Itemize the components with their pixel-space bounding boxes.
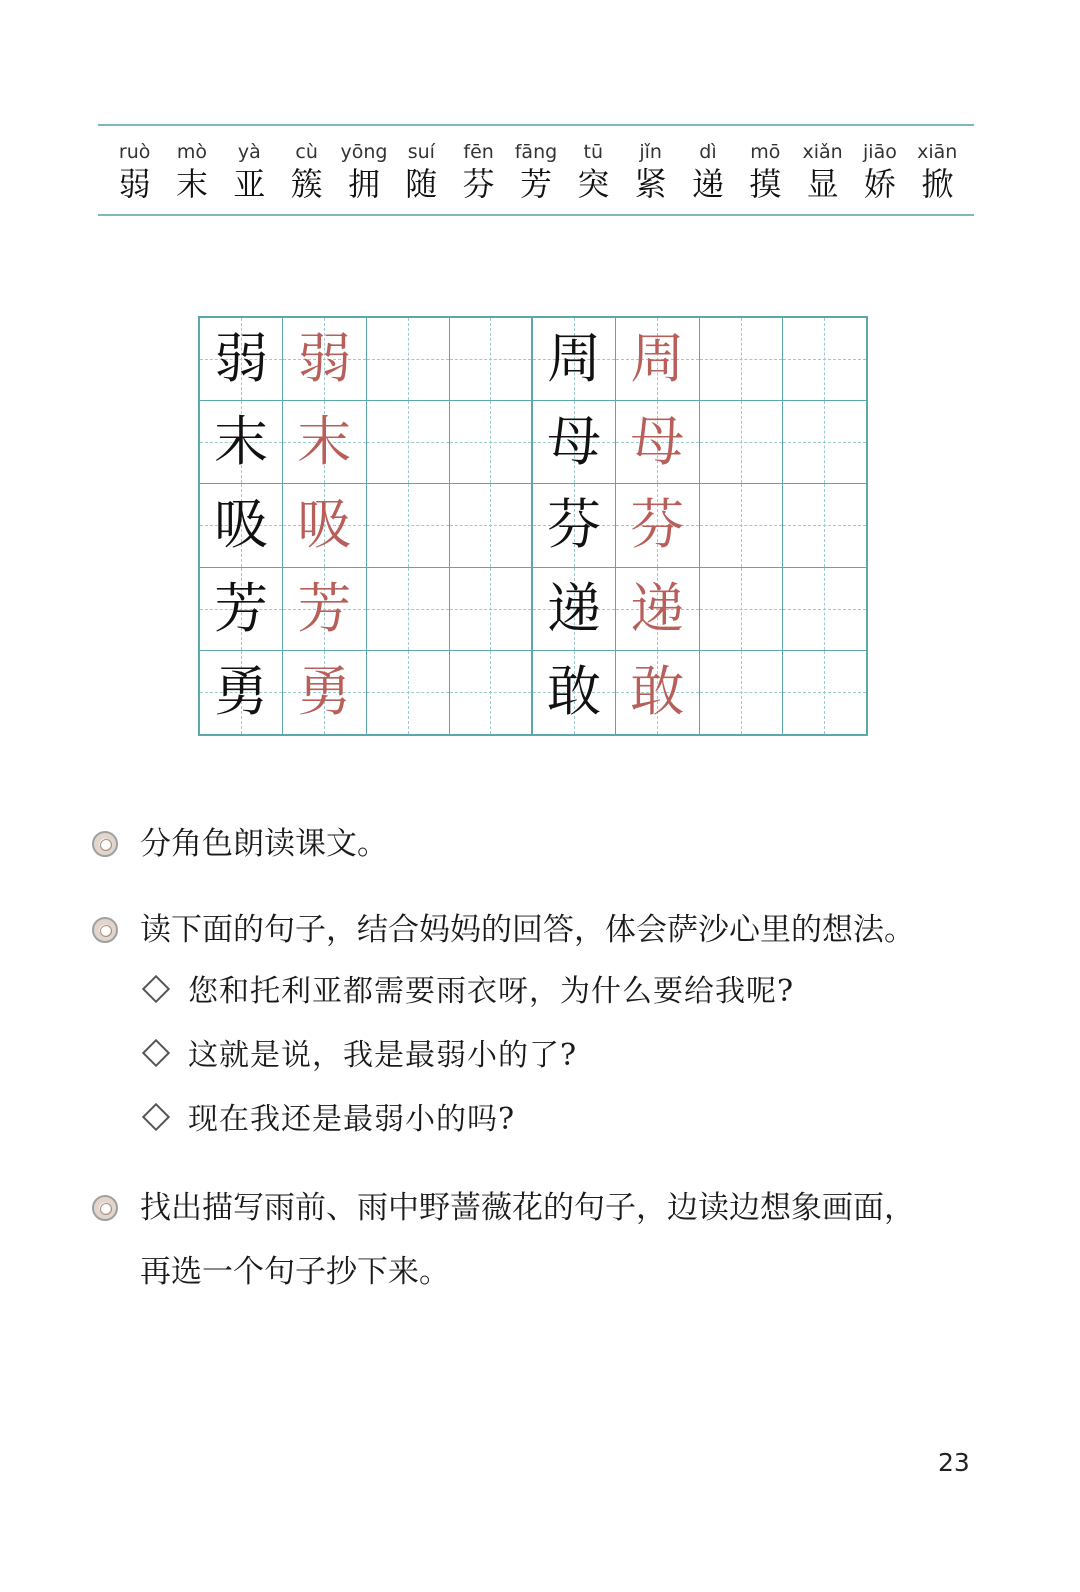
exercise-1-text: 分角色朗读课文。 xyxy=(140,826,388,862)
exercise-2-item-2 xyxy=(142,1036,962,1076)
pinyin-character: 芬 xyxy=(462,165,495,203)
pinyin-text: dì xyxy=(699,141,717,163)
pinyin-item xyxy=(335,140,392,204)
pinyin-item xyxy=(507,140,564,204)
pinyin-text: mō xyxy=(750,141,781,163)
grid-cell xyxy=(450,401,533,484)
grid-cell xyxy=(700,401,783,484)
pinyin-character: 显 xyxy=(806,165,839,203)
model-character: 递 xyxy=(547,576,602,640)
grid-cell xyxy=(283,484,366,567)
trace-character: 周 xyxy=(630,327,685,391)
model-character: 敢 xyxy=(547,660,602,724)
grid-cell xyxy=(367,568,450,651)
model-character: 芳 xyxy=(214,576,269,640)
grid-cell xyxy=(283,651,366,734)
pinyin-item xyxy=(106,140,163,204)
pinyin-text: xiǎn xyxy=(802,141,843,163)
grid-cell xyxy=(616,651,699,734)
grid-cell xyxy=(200,651,283,734)
trace-character: 吸 xyxy=(297,493,352,557)
grid-cell xyxy=(450,568,533,651)
model-character: 芬 xyxy=(547,493,602,557)
pinyin-item xyxy=(450,140,507,204)
pinyin-text: ruò xyxy=(118,141,151,163)
pinyin-text: tū xyxy=(583,141,604,163)
grid-cell xyxy=(450,651,533,734)
pinyin-text: jǐn xyxy=(639,141,662,163)
grid-cell xyxy=(450,484,533,567)
model-character: 周 xyxy=(547,327,602,391)
model-character: 勇 xyxy=(214,660,269,724)
pinyin-item xyxy=(909,140,966,204)
diamond-icon xyxy=(142,1103,170,1131)
diamond-icon xyxy=(142,1039,170,1067)
grid-cell xyxy=(700,568,783,651)
bullet-icon xyxy=(92,831,118,857)
grid-cell xyxy=(283,318,366,401)
grid-cell xyxy=(700,318,783,401)
trace-character: 递 xyxy=(630,576,685,640)
grid-cell xyxy=(533,651,616,734)
pinyin-character: 末 xyxy=(175,165,208,203)
pinyin-item xyxy=(278,140,335,204)
trace-character: 芬 xyxy=(630,493,685,557)
trace-character: 母 xyxy=(630,410,685,474)
sentence-text: 您和托利亚都需要雨衣呀，为什么要给我呢? xyxy=(188,974,795,1009)
pinyin-item xyxy=(679,140,736,204)
pinyin-strip xyxy=(98,124,974,216)
model-character: 母 xyxy=(547,410,602,474)
exercise-3-line-2: 再选一个句子抄下来。 xyxy=(140,1254,450,1290)
pinyin-character: 娇 xyxy=(863,165,896,203)
pinyin-character: 摸 xyxy=(749,165,782,203)
exercise-3 xyxy=(92,1176,992,1304)
pinyin-character: 掀 xyxy=(921,165,954,203)
pinyin-item xyxy=(221,140,278,204)
pinyin-text: yà xyxy=(237,141,261,163)
grid-cell xyxy=(616,484,699,567)
grid-cell xyxy=(533,318,616,401)
grid-cell xyxy=(367,318,450,401)
exercise-2-text: 读下面的句子，结合妈妈的回答，体会萨沙心里的想法。 xyxy=(140,912,915,948)
exercise-1 xyxy=(92,812,992,876)
grid-cell xyxy=(200,318,283,401)
grid-cell xyxy=(200,568,283,651)
pinyin-text: yōng xyxy=(340,141,388,163)
pinyin-text: xiān xyxy=(917,141,958,163)
sentence-text: 现在我还是最弱小的吗? xyxy=(188,1102,516,1137)
pinyin-item xyxy=(565,140,622,204)
grid-cell xyxy=(367,401,450,484)
grid-cell xyxy=(616,568,699,651)
grid-cell xyxy=(367,484,450,567)
grid-cell xyxy=(783,651,866,734)
grid-cell xyxy=(533,484,616,567)
pinyin-item xyxy=(163,140,220,204)
grid-cell xyxy=(200,401,283,484)
grid-cell xyxy=(200,484,283,567)
trace-character: 勇 xyxy=(297,660,352,724)
grid-cell xyxy=(283,568,366,651)
grid-cell xyxy=(783,568,866,651)
writing-grid xyxy=(198,316,868,736)
model-character: 末 xyxy=(214,410,269,474)
diamond-icon xyxy=(142,975,170,1003)
exercise-3-line-1: 找出描写雨前、雨中野蔷薇花的句子，边读边想象画面， xyxy=(140,1190,915,1226)
model-character: 吸 xyxy=(214,493,269,557)
bullet-icon xyxy=(92,1195,118,1221)
trace-character: 芳 xyxy=(297,576,352,640)
grid-cell xyxy=(783,401,866,484)
pinyin-character: 突 xyxy=(577,165,610,203)
pinyin-text: suí xyxy=(407,141,435,163)
trace-character: 敢 xyxy=(630,660,685,724)
grid-cell xyxy=(533,401,616,484)
grid-cell xyxy=(533,568,616,651)
pinyin-character: 拥 xyxy=(347,165,380,203)
pinyin-item xyxy=(794,140,851,204)
grid-cell xyxy=(783,318,866,401)
pinyin-text: cù xyxy=(295,141,318,163)
grid-cell xyxy=(700,651,783,734)
pinyin-character: 弱 xyxy=(118,165,151,203)
pinyin-character: 紧 xyxy=(634,165,667,203)
pinyin-character: 随 xyxy=(405,165,438,203)
pinyin-text: mò xyxy=(176,141,208,163)
grid-cell xyxy=(700,484,783,567)
bullet-icon xyxy=(92,917,118,943)
grid-cell xyxy=(367,651,450,734)
grid-cell xyxy=(450,318,533,401)
grid-cell xyxy=(616,401,699,484)
exercise-2-item-3 xyxy=(142,1100,962,1140)
grid-cell xyxy=(283,401,366,484)
pinyin-item xyxy=(851,140,908,204)
pinyin-text: fēn xyxy=(463,141,494,163)
pinyin-text: jiāo xyxy=(863,141,897,163)
pinyin-character: 亚 xyxy=(233,165,266,203)
exercise-2 xyxy=(92,898,992,962)
sentence-text: 这就是说，我是最弱小的了? xyxy=(188,1038,578,1073)
pinyin-character: 递 xyxy=(691,165,724,203)
exercise-2-item-1 xyxy=(142,972,962,1012)
pinyin-item xyxy=(737,140,794,204)
pinyin-text: fāng xyxy=(514,141,558,163)
pinyin-row xyxy=(106,140,966,204)
grid-cell xyxy=(783,484,866,567)
pinyin-item xyxy=(393,140,450,204)
page-number: 23 xyxy=(938,1448,970,1477)
pinyin-character: 簇 xyxy=(290,165,323,203)
pinyin-character: 芳 xyxy=(519,165,552,203)
model-character: 弱 xyxy=(214,327,269,391)
pinyin-item xyxy=(622,140,679,204)
grid-cell xyxy=(616,318,699,401)
trace-character: 末 xyxy=(297,410,352,474)
trace-character: 弱 xyxy=(297,327,352,391)
